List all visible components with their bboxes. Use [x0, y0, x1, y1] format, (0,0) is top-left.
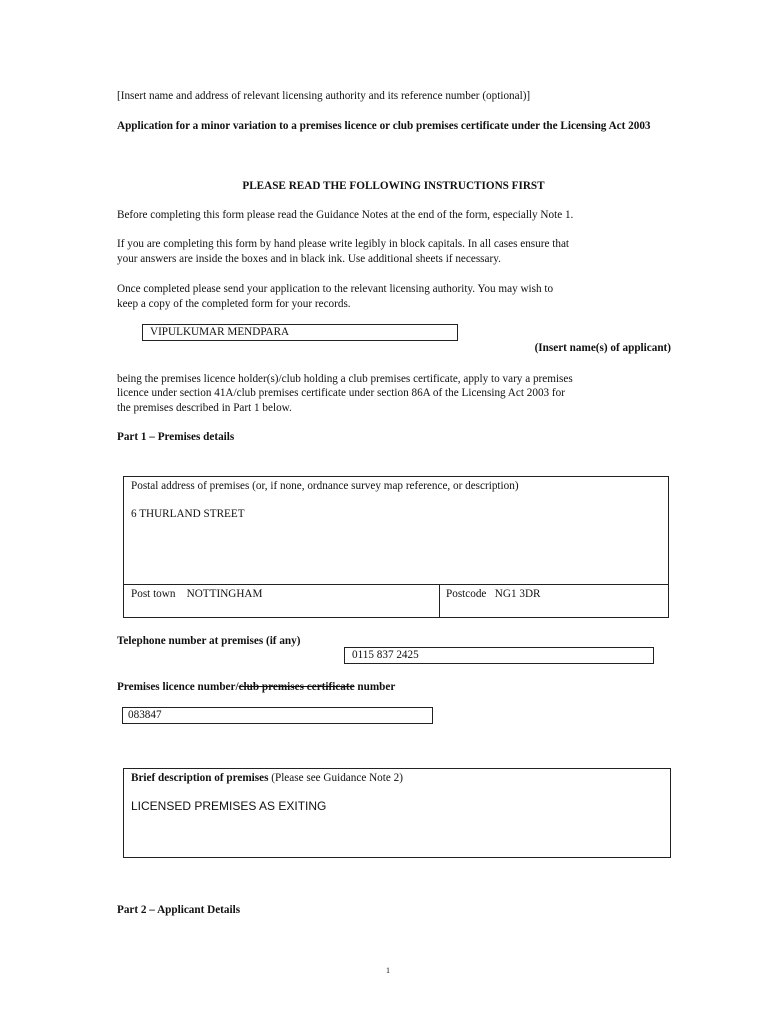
telephone-label: Telephone number at premises (if any) [117, 635, 301, 647]
part-1-heading: Part 1 – Premises details [117, 431, 235, 443]
licence-label-end: number [354, 681, 396, 693]
address-divider [124, 584, 668, 585]
description-box [123, 768, 671, 858]
postcode-label: Postcode [446, 588, 487, 600]
post-town-label: Post town [131, 588, 176, 600]
description-value[interactable]: LICENSED PREMISES AS EXITING [131, 799, 327, 813]
authority-instruction: [Insert name and address of relevant licensing authority and its reference number (optional)] [117, 90, 531, 102]
description-label: Brief description of premises [131, 772, 269, 784]
licence-number-value: 083847 [128, 709, 162, 721]
licence-label-start: Premises licence number/ [117, 681, 239, 693]
applicant-name-value: VIPULKUMAR MENDPARA [150, 326, 290, 338]
part-2-heading: Part 2 – Applicant Details [117, 904, 241, 916]
instructions-para-2-line-1: If you are completing this form by hand please write legibly in block capitals. In all cases ensure that [117, 238, 570, 250]
description-note: (Please see Guidance Note 2) [268, 772, 403, 784]
applicant-name-caption: (Insert name(s) of applicant) [534, 342, 671, 354]
instructions-para-3-line-1: Once completed please send your application to the relevant licensing authority. You may wish to [117, 283, 554, 295]
post-town-field[interactable] [131, 587, 262, 602]
postcode-field[interactable] [446, 587, 540, 602]
description-label-row [131, 771, 403, 786]
licence-label-struck: club premises certificate [238, 681, 355, 693]
postcode-value: NG1 3DR [494, 588, 541, 600]
telephone-value: 0115 837 2425 [352, 649, 419, 661]
postal-address-label: Postal address of premises (or, if none, ordnance survey map reference, or description) [131, 480, 519, 492]
postal-address-value[interactable]: 6 THURLAND STREET [131, 508, 245, 520]
applicant-statement-line-3: the premises described in Part 1 below. [117, 402, 292, 414]
licence-number-label [117, 680, 395, 695]
instructions-heading: PLEASE READ THE FOLLOWING INSTRUCTIONS FIRST [242, 180, 545, 192]
instructions-para-2-line-2: your answers are inside the boxes and in black ink. Use additional sheets if necessary. [117, 253, 501, 265]
instructions-para-1: Before completing this form please read the Guidance Notes at the end of the form, especially Note 1. [117, 209, 574, 221]
applicant-statement-line-2: licence under section 41A/club premises certificate under section 86A of the Licensing Act 2003 for [117, 387, 565, 399]
premises-address-box [123, 476, 669, 618]
page-number: 1 [386, 966, 390, 975]
applicant-statement-line-1: being the premises licence holder(s)/club holding a club premises certificate, apply to vary a premises [117, 373, 573, 385]
telephone-field[interactable] [344, 647, 654, 664]
instructions-para-3-line-2: keep a copy of the completed form for your records. [117, 298, 351, 310]
applicant-name-field[interactable] [142, 324, 458, 341]
licence-number-field[interactable] [122, 707, 433, 724]
post-town-value: NOTTINGHAM [186, 588, 263, 600]
town-postcode-divider [439, 584, 440, 617]
form-title: Application for a minor variation to a premises licence or club premises certificate under the Licensing Act 2003 [117, 120, 651, 132]
